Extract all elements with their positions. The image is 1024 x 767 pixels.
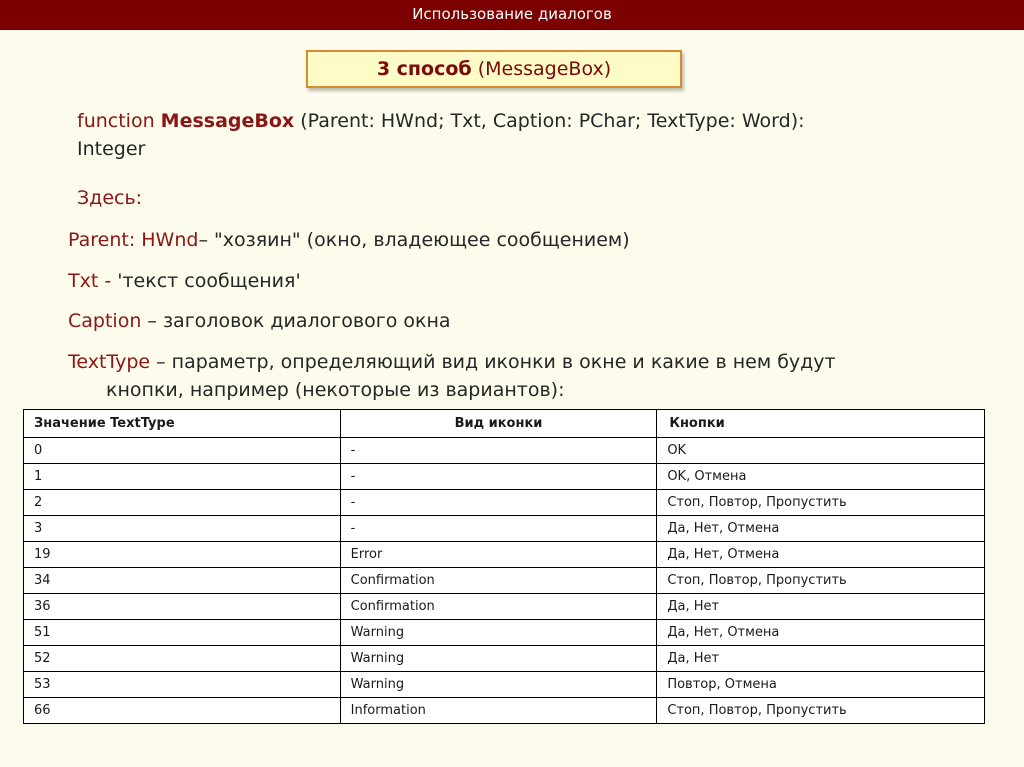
param-parent [68,226,630,254]
table-cell-buttons: Стоп, Повтор, Пропустить [657,490,985,516]
table-cell-buttons: Да, Нет, Отмена [657,620,985,646]
table-cell-buttons: Повтор, Отмена [657,672,985,698]
table-cell-buttons: Да, Нет [657,646,985,672]
table-cell-icon: - [340,490,657,516]
param-texttype-cont: кнопки, например (некоторые из вариантов): [106,379,565,401]
table-cell-value: 3 [24,516,341,542]
title-box-rest: (MessageBox) [471,58,612,80]
table-row [24,490,985,516]
table-row [24,620,985,646]
table-cell-value: 0 [24,438,341,464]
signature-line-2 [77,135,145,163]
param-texttype-key: TextType [68,351,151,373]
table-cell-buttons: Да, Нет, Отмена [657,516,985,542]
title-box [306,50,682,88]
table-cell-icon: - [340,516,657,542]
texttype-table [23,409,985,724]
table-body [24,438,985,724]
table-row [24,698,985,724]
signature-line-1 [77,107,805,135]
param-caption [68,307,451,335]
table-cell-buttons: Стоп, Повтор, Пропустить [657,568,985,594]
param-texttype-text: – параметр, определяющий вид иконки в окне и какие в нем будут [150,351,836,373]
param-caption-text: – заголовок диалогового окна [141,310,451,332]
table-cell-buttons: OK [657,438,985,464]
table-cell-icon: Warning [340,646,657,672]
table-cell-value: 66 [24,698,341,724]
table-cell-icon: - [340,438,657,464]
table-row [24,438,985,464]
table-cell-icon: Information [340,698,657,724]
table-cell-icon: Error [340,542,657,568]
signature-function-name: MessageBox [160,110,295,132]
table-cell-value: 51 [24,620,341,646]
here-label: Здесь: [77,187,143,209]
param-txt [68,267,301,295]
table-row [24,542,985,568]
table-cell-value: 52 [24,646,341,672]
title-box-bold: 3 способ [376,58,472,80]
param-caption-key: Caption [68,310,142,332]
table-cell-icon: Confirmation [340,568,657,594]
table-row [24,672,985,698]
table-cell-buttons: OK, Отмена [657,464,985,490]
param-txt-key: Txt - [68,270,118,292]
table-row [24,568,985,594]
table-cell-value: 1 [24,464,341,490]
table-cell-buttons: Да, Нет, Отмена [657,542,985,568]
table-cell-value: 2 [24,490,341,516]
table-cell-icon: Warning [340,620,657,646]
table-cell-buttons: Да, Нет [657,594,985,620]
table-cell-icon: - [340,464,657,490]
slide-header-title: Использование диалогов [412,5,612,23]
signature-return-type: Integer [77,138,146,160]
param-txt-text: 'текст сообщения' [117,270,301,292]
table-cell-value: 53 [24,672,341,698]
table-cell-buttons: Стоп, Повтор, Пропустить [657,698,985,724]
table-header-row [24,410,985,438]
signature-params: (Parent: HWnd; Txt, Caption: PChar; TextType: Word): [294,110,805,132]
param-texttype [68,348,836,376]
table-header-buttons: Кнопки [657,410,985,438]
param-parent-key: Parent: HWnd [68,229,199,251]
slide-header [0,0,1024,30]
table-header-icon: Вид иконки [340,410,657,438]
table-row [24,516,985,542]
table-row [24,464,985,490]
table-cell-value: 19 [24,542,341,568]
param-parent-text: – "хозяин" (окно, владеющее сообщением) [198,229,630,251]
table-row [24,646,985,672]
table-cell-value: 34 [24,568,341,594]
signature-prefix: function [77,110,161,132]
table-cell-value: 36 [24,594,341,620]
table-row [24,594,985,620]
table-cell-icon: Confirmation [340,594,657,620]
table-cell-icon: Warning [340,672,657,698]
table-header-value: Значение TextType [24,410,341,438]
